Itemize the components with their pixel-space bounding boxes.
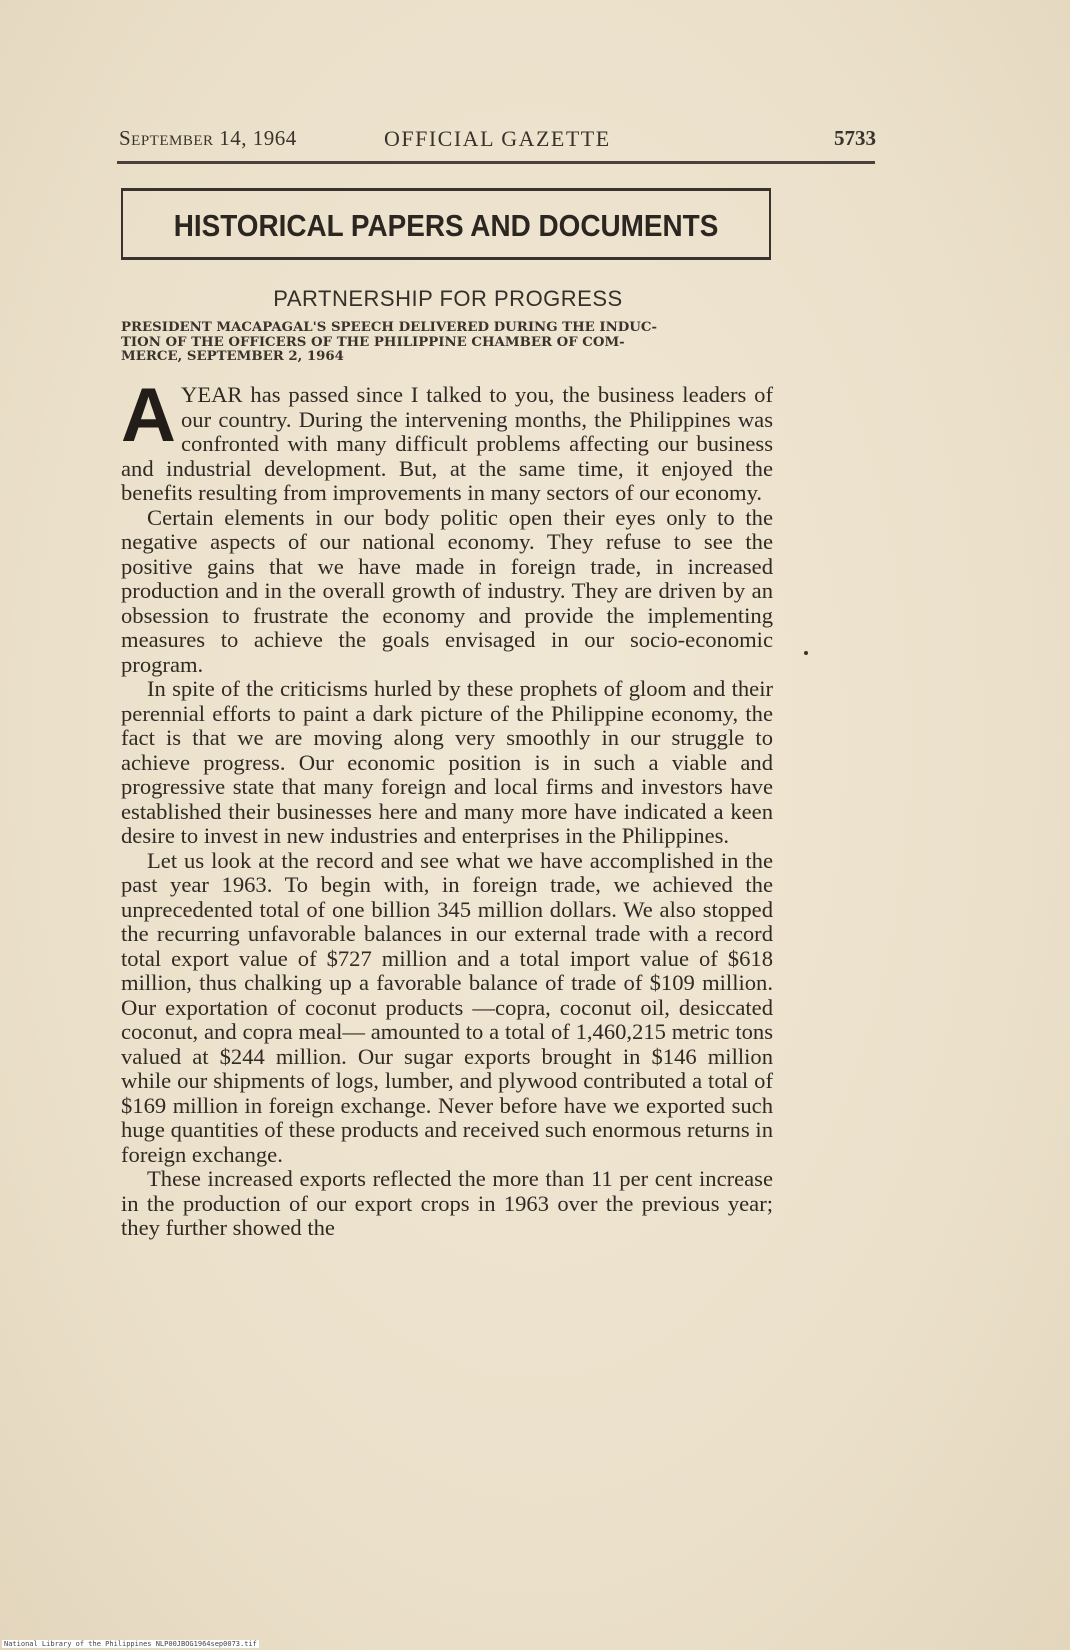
- article-body: [121, 373, 773, 1241]
- paragraph: [121, 373, 773, 506]
- article-subtitle: [121, 321, 775, 365]
- subtitle-line: PRESIDENT MACAPAGAL'S SPEECH DELIVERED DURING THE INDUC-: [121, 320, 657, 335]
- print-speck: [804, 651, 808, 655]
- article-title: PARTNERSHIP FOR PROGRESS: [273, 286, 623, 311]
- paragraph: Let us look at the record and see what we have accomplished in the past year 1963. To begin with, in foreign trade, we achieved the unprecedented total of one billion 345 million dollars. We also stopped the recurring unfavorable balances in our external trade with a record total export value of $727 million and a total import value of $618 million, thus chalking up a favorable balance of trade of $109 million. Our exportation of coconut products —copra, coconut oil, desiccated coconut, and copra meal— amounted to a total of 1,460,215 metric tons valued at $244 million. Our sugar exports brought in $146 million while our shipments of logs, lumber, and plywood contributed a total of $169 million in foreign exchange. Never before have we exported such huge quantities of these products and received such enormous returns in foreign exchange.: [121, 847, 773, 1167]
- subtitle-line: TION OF THE OFFICERS OF THE PHILIPPINE CHAMBER OF COM-: [121, 334, 625, 350]
- running-header: [119, 126, 876, 156]
- scan-footer-stamp: National Library of the Philippines NLP00JBOG1964sep0073.tif: [4, 1640, 257, 1648]
- paragraph: In spite of the criticisms hurled by these prophets of gloom and their perennial efforts to paint a dark picture of the Philippine economy, the fact is that we are moving along very smoothly in our struggle to achieve progress. Our economic position is in such a viable and progressive state that many foreign and local firms and investors have established their businesses here and many more have indicated a keen desire to invest in new industries and enterprises in the Philippines.: [121, 676, 773, 848]
- paragraph: Certain elements in our body politic open their eyes only to the negative aspects of our national economy. They refuse to see the positive gains that we have made in foreign trade, in increased production and in the overall growth of industry. They are driven by an obsession to frustrate the economy and provide the implementing measures to achieve the goals envisaged in our socio-economic program.: [121, 504, 773, 677]
- paragraph: These increased exports reflected the more than 11 per cent increase in the production of our export crops in 1963 over the previous year; they further showed the: [121, 1166, 773, 1240]
- section-banner: [121, 188, 771, 260]
- drop-cap: A: [121, 373, 176, 458]
- header-date: September 14, 1964: [119, 126, 297, 150]
- subtitle-line: MERCE, SEPTEMBER 2, 1964: [121, 349, 344, 364]
- header-publication: OFFICIAL GAZETTE: [384, 126, 611, 151]
- header-page-number: 5733: [834, 126, 876, 150]
- header-rule: [117, 161, 875, 164]
- paragraph-text: YEAR has passed since I talked to you, the business leaders of our country. During the intervening months, the Philippines was confronted with many difficult problems affecting our business and industrial development. But, at the same time, it enjoyed the benefits resulting from improvements in many sectors of our economy.: [121, 382, 773, 505]
- section-banner-text: HISTORICAL PAPERS AND DOCUMENTS: [173, 208, 719, 243]
